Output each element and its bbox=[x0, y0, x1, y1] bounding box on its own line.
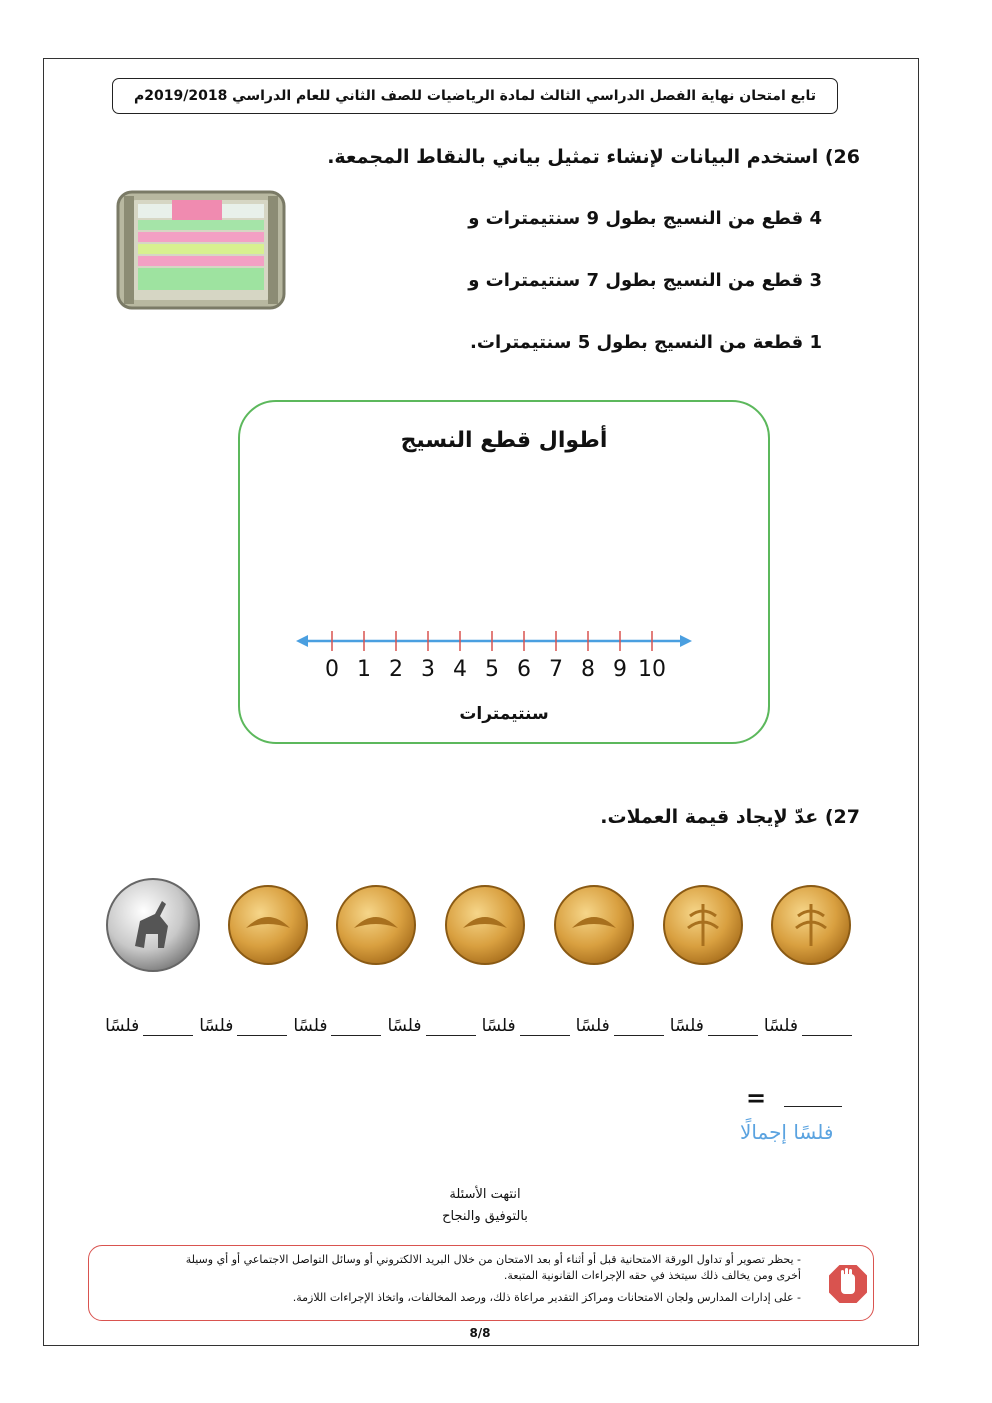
coin-value-blank[interactable] bbox=[482, 1016, 570, 1036]
axis-unit-label: سنتيمترات bbox=[459, 704, 549, 724]
answer-line[interactable] bbox=[331, 1035, 381, 1036]
coin-gold-4 bbox=[555, 886, 633, 964]
tick-label: 8 bbox=[581, 657, 595, 682]
number-line bbox=[296, 622, 692, 692]
closing-text bbox=[380, 1184, 590, 1228]
fils-unit-label: فلسًا bbox=[105, 1016, 140, 1036]
coin-value-blanks bbox=[72, 1016, 852, 1048]
fils-unit-label: فلسًا bbox=[387, 1016, 422, 1036]
tick-label: 7 bbox=[549, 657, 563, 682]
answer-line[interactable] bbox=[143, 1035, 193, 1036]
tick-label: 2 bbox=[389, 657, 403, 682]
total-answer-blank[interactable] bbox=[784, 1106, 842, 1107]
coin-value-blank[interactable] bbox=[105, 1016, 193, 1036]
end-of-questions: انتهت الأسئلة bbox=[449, 1187, 521, 1202]
coin-silver-1 bbox=[107, 879, 199, 971]
warning-line-2: - على إدارات المدارس ولجان الامتحانات ومراكز التقدير مراعاة ذلك، ورصد المخالفات، واتخاذ الإجراءات اللازمة. bbox=[292, 1291, 801, 1304]
tick-label: 0 bbox=[325, 657, 339, 682]
total-label: فلسًا إجمالًا bbox=[740, 1120, 834, 1144]
coin-gold-5 bbox=[664, 886, 742, 964]
coin-value-blank[interactable] bbox=[576, 1016, 664, 1036]
tick-label: 3 bbox=[421, 657, 435, 682]
question-27-prompt: 27) عدّ لإيجاد قيمة العملات. bbox=[600, 806, 860, 828]
tick-label: 4 bbox=[453, 657, 467, 682]
fils-unit-label: فلسًا bbox=[669, 1016, 704, 1036]
good-luck: بالتوفيق والنجاح bbox=[442, 1209, 528, 1224]
question-26-prompt: 26) استخدم البيانات لإنشاء تمثيل بياني بالنقاط المجمعة. bbox=[327, 146, 860, 168]
coin-value-blank[interactable] bbox=[199, 1016, 287, 1036]
tick-label: 1 bbox=[357, 657, 371, 682]
equals-sign: = bbox=[746, 1084, 767, 1112]
tick-label: 6 bbox=[517, 657, 531, 682]
plot-title: أطوال قطع النسيج bbox=[400, 428, 608, 453]
fils-unit-label: فلسًا bbox=[575, 1016, 610, 1036]
exam-header: تابع امتحان نهاية الفصل الدراسي الثالث لمادة الرياضيات للصف الثاني للعام الدراسي 2019/2018م bbox=[112, 78, 838, 114]
fils-unit-label: فلسًا bbox=[481, 1016, 516, 1036]
data-item-2: 3 قطع من النسيج بطول 7 سنتيمترات و bbox=[468, 270, 822, 291]
answer-line[interactable] bbox=[708, 1035, 758, 1036]
tick-label: 9 bbox=[613, 657, 627, 682]
data-item-3: 1 قطعة من النسيج بطول 5 سنتيمترات. bbox=[470, 332, 822, 353]
coin-gold-3 bbox=[446, 886, 524, 964]
fils-unit-label: فلسًا bbox=[293, 1016, 328, 1036]
fils-unit-label: فلسًا bbox=[763, 1016, 798, 1036]
data-item-1: 4 قطع من النسيج بطول 9 سنتيمترات و bbox=[468, 208, 822, 229]
answer-line[interactable] bbox=[237, 1035, 287, 1036]
answer-line[interactable] bbox=[802, 1035, 852, 1036]
right-arrow-icon bbox=[680, 635, 692, 647]
fils-unit-label: فلسًا bbox=[199, 1016, 234, 1036]
answer-line[interactable] bbox=[520, 1035, 570, 1036]
coin-value-blank[interactable] bbox=[670, 1016, 758, 1036]
coin-gold-1 bbox=[229, 886, 307, 964]
coin-value-blank[interactable] bbox=[387, 1016, 475, 1036]
warning-line-1: - يحظر تصوير أو تداول الورقة الامتحانية قبل أو أثناء أو بعد الامتحان من خلال البريد الالكتروني أو وسائل التواصل الاجتماعي أو أي وسيلة أخرى ومن يخالف ذلك سيتخذ في حقه الإجراءات القانونية المتبعة. bbox=[185, 1253, 801, 1282]
warning-box bbox=[88, 1245, 874, 1321]
tick-label: 5 bbox=[485, 657, 499, 682]
coin-gold-6 bbox=[772, 886, 850, 964]
coin-value-blank[interactable] bbox=[293, 1016, 381, 1036]
coin-gold-2 bbox=[337, 886, 415, 964]
fabric-loom-image bbox=[112, 186, 290, 314]
coins-row bbox=[100, 876, 860, 974]
answer-line[interactable] bbox=[614, 1035, 664, 1036]
coin-value-blank[interactable] bbox=[764, 1016, 852, 1036]
tick-label: 10 bbox=[638, 657, 666, 682]
answer-line[interactable] bbox=[426, 1035, 476, 1036]
left-arrow-icon bbox=[296, 635, 308, 647]
page-number: 8/8 bbox=[469, 1326, 491, 1340]
stop-hand-icon bbox=[826, 1262, 870, 1306]
